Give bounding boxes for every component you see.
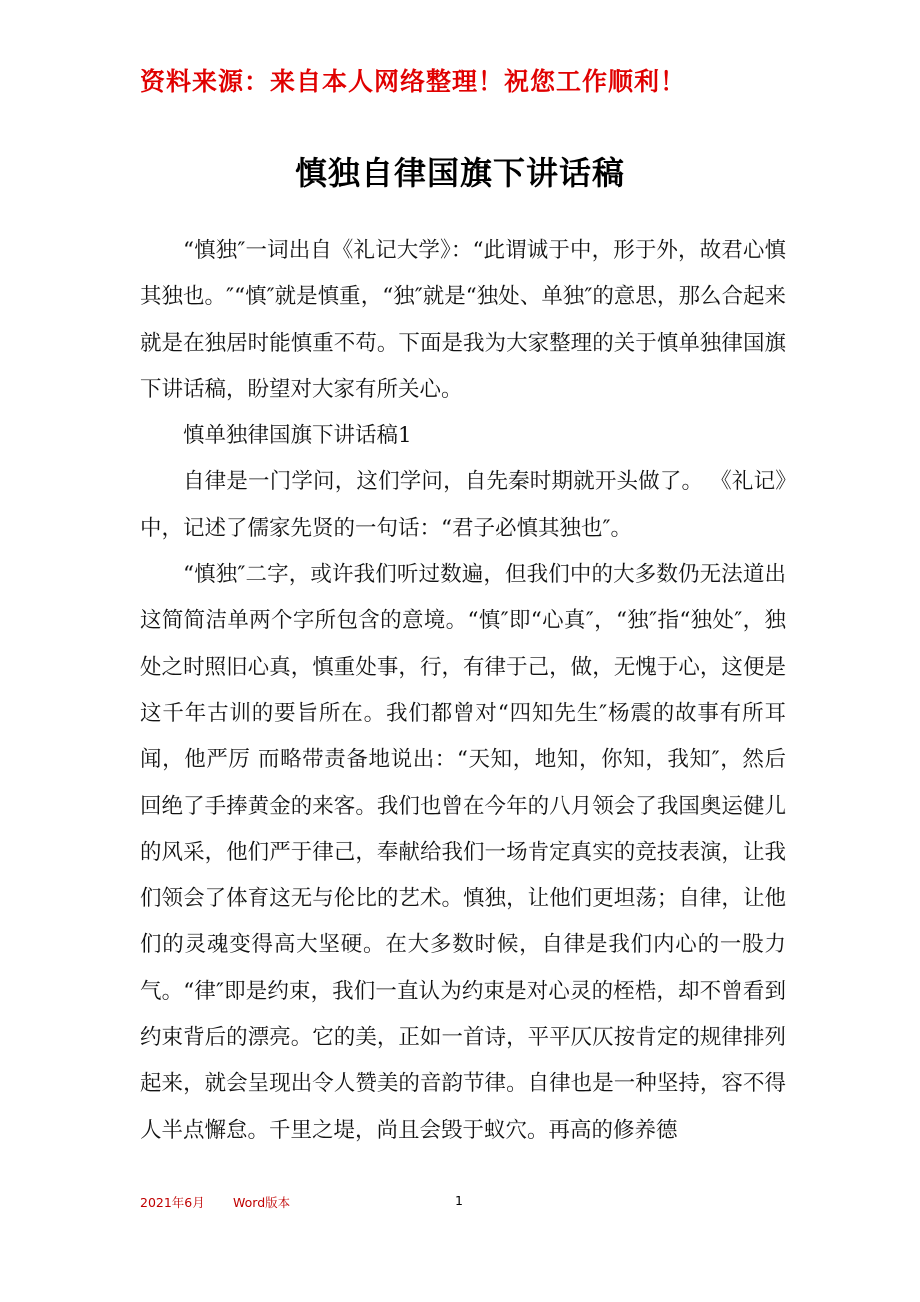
paragraph-self-discipline: 自律是一门学问，这们学问，自先秦时期就开头做了。 《礼记》中，记述了儒家先贤的一句话：“君子必慎其独也″。	[140, 469, 786, 541]
document-title: 慎独自律国旗下讲话稿	[294, 154, 625, 192]
paragraph-intro: “慎独″一词出自《礼记大学》：“此谓诚于中，形于外，故君心慎其独也。″“慎″就是慎重，“独″就是“独处、单独″的意思，那么合起来就是在独居时能慎重不苟。下面是我为大家整理的关于慎单独律国旗下讲话稿，盼望对大家有所关心。	[140, 238, 786, 402]
footer-version: Word版本	[233, 1195, 291, 1210]
footer-date: 2021年6月	[140, 1195, 205, 1210]
document-body	[140, 228, 786, 1154]
footer-page-number: 1	[455, 1193, 463, 1208]
paragraph-shendu: “慎独″二字，或许我们听过数遍，但我们中的大多数仍无法道出这简简洁单两个字所包含的意境。“慎″即“心真″，“独″指“独处″，独处之时照旧心真，慎重处事，行，有律于己，做，无愧于心，这便是这千年古训的要旨所在。我们都曾对“四知先生″杨震的故事有所耳闻，他严厉 而略带责备地说出：“天知，地知，你知，我知″，然后回绝了手捧黄金的来客。我们也曾在今年的八月领会了我国奥运健儿的风采，他们严于律己，奉献给我们一场肯定真实的竞技表演，让我们领会了体育这无与伦比的艺术。慎独，让他们更坦荡；自律，让他们的灵魂变得高大坚硬。在大多数时候，自律是我们内心的一股力气。“律″即是约束，我们一直认为约束是对心灵的桎梏，却不曾看到约束背后的漂亮。它的美，正如一首诗，平平仄仄按肯定的规律排列起来，就会呈现出令人赞美的音韵节律。自律也是一种坚持，容不得人半点懈怠。千里之堤，尚且会毁于蚁穴。再高的修养德	[140, 562, 786, 1143]
source-banner: 资料来源：来自本人网络整理！祝您工作顺利！	[140, 67, 687, 96]
paragraph-section-heading: 慎单独律国旗下讲话稿1	[183, 423, 412, 449]
